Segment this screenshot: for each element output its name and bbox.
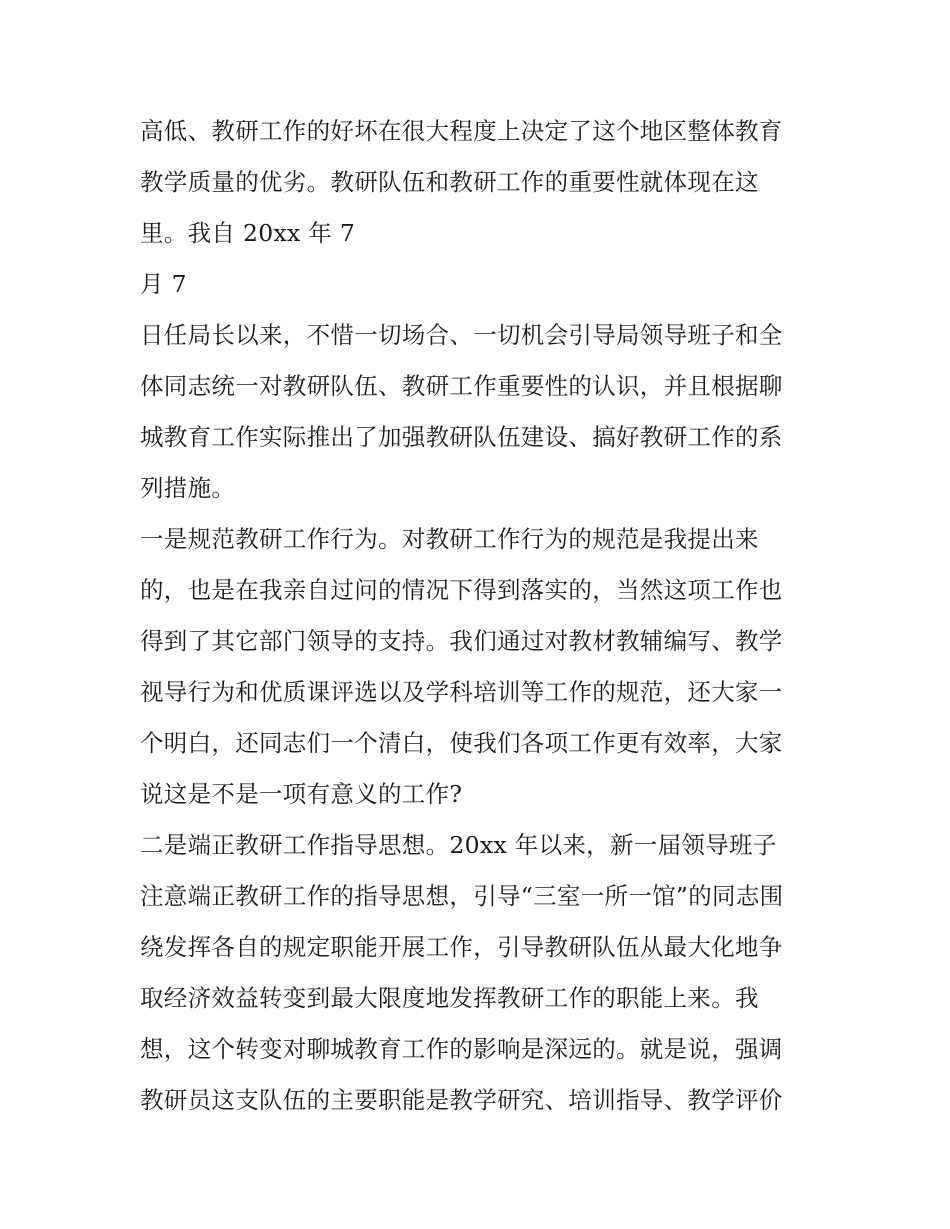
text-line: 城教育工作实际推出了加强教研队伍建设、搞好教研工作的系 bbox=[140, 423, 783, 451]
text-line: 一是规范教研工作行为。对教研工作行为的规范是我提出来 bbox=[140, 525, 759, 553]
text-line: 个明白，还同志们一个清白，使我们各项工作更有效率，大家 bbox=[140, 729, 783, 757]
text-line: 注意端正教研工作的指导思想，引导“三室一所一馆”的同志围 bbox=[140, 882, 784, 910]
text-line: 教学质量的优劣。教研队伍和教研工作的重要性就体现在这 bbox=[140, 168, 759, 196]
text-line: 视导行为和优质课评选以及学科培训等工作的规范，还大家一 bbox=[140, 678, 783, 706]
text-line: 得到了其它部门领导的支持。我们通过对教材教辅编写、教学 bbox=[140, 627, 783, 655]
body-text bbox=[140, 106, 820, 1126]
text-line: 列措施。 bbox=[140, 474, 236, 502]
text-line: 二是端正教研工作指导思想。20xx 年以来，新一届领导班子 bbox=[140, 831, 777, 859]
text-line: 取经济效益转变到最大限度地发挥教研工作的职能上来。我 bbox=[140, 984, 759, 1012]
text-line: 日任局长以来，不惜一切场合、一切机会引导局领导班子和全 bbox=[140, 321, 783, 349]
text-line: 体同志统一对教研队伍、教研工作重要性的认识，并且根据聊 bbox=[140, 372, 783, 400]
text-line: 教研员这支队伍的主要职能是教学研究、培训指导、教学评价 bbox=[140, 1086, 783, 1114]
text-line: 想，这个转变对聊城教育工作的影响是深远的。就是说，强调 bbox=[140, 1035, 783, 1063]
text-line: 绕发挥各自的规定职能开展工作，引导教研队伍从最大化地争 bbox=[140, 933, 783, 961]
text-line: 月 7 bbox=[140, 270, 187, 298]
text-line: 里。我自 20xx 年 7 bbox=[140, 219, 356, 247]
text-line: 的，也是在我亲自过问的情况下得到落实的，当然这项工作也 bbox=[140, 576, 783, 604]
text-line: 高低、教研工作的好坏在很大程度上决定了这个地区整体教育 bbox=[140, 117, 783, 145]
text-line: 说这是不是一项有意义的工作? bbox=[140, 780, 463, 808]
